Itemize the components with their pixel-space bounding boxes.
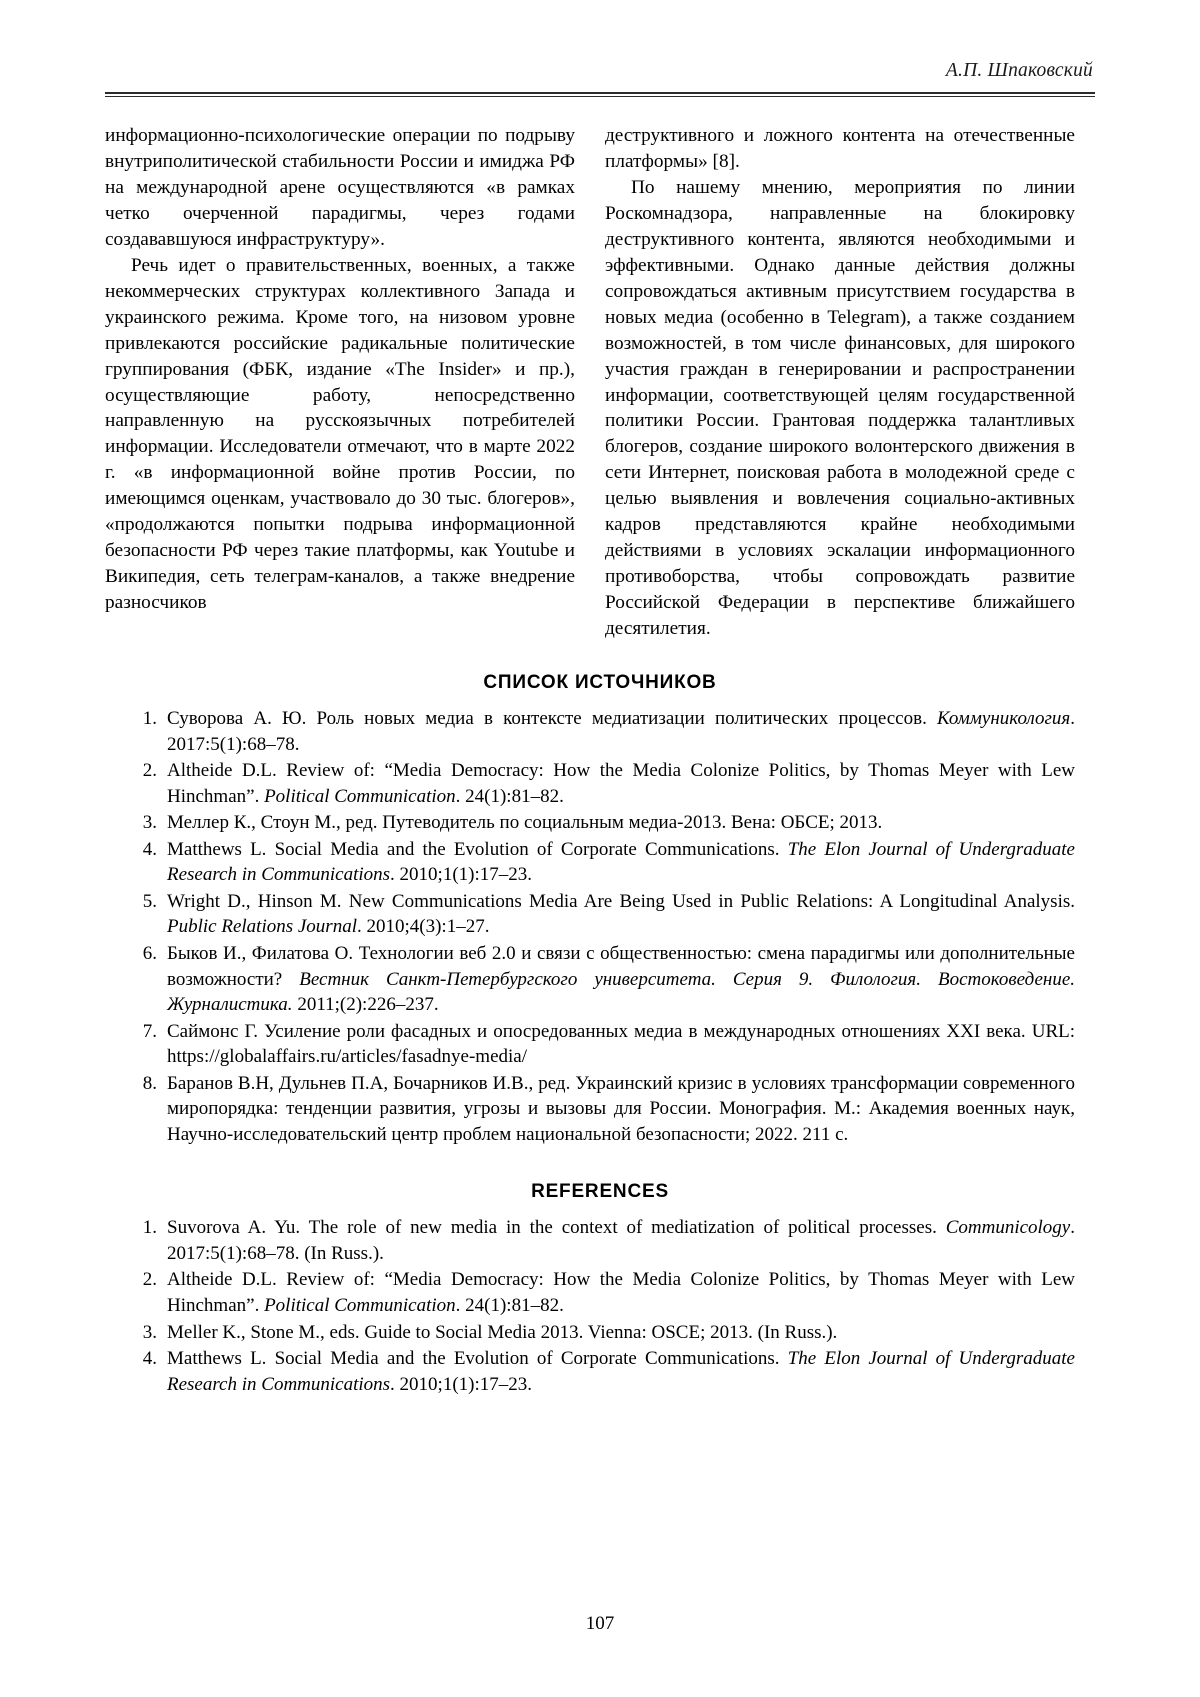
- body-columns: [105, 123, 1095, 642]
- bibliography-item: [127, 889, 1075, 940]
- bibliography-item-italic-text: Communicology: [945, 1217, 1071, 1239]
- bibliography-item-text: Суворова А. Ю. Роль новых медиа в контексте медиатизации политических процессов.: [167, 708, 938, 730]
- header-rule-bottom: [105, 96, 1095, 97]
- paragraph: По нашему мнению, мероприятия по линии Роскомнадзора, направленные на блокировку деструктивного контента, являются необходимыми и эффективными. Однако данные действия должны сопровождаться активным присутствием государства в новых медиа (особенно в Telegram), а также созданием возможностей, в том числе финансовых, для широкого участия граждан в генерировании и распространении информации, соответствующей целям государственной политики России. Грантовая поддержка талантливых блогеров, создание широкого волонтерского движения в сети Интернет, поисковая работа в молодежной среде с целью выявления и вовлечения социально-активных кадров представляются крайне необходимыми действиями в условиях эскалации информационного противоборства, чтобы сопровождать развитие Российской Федерации в перспективе ближайшего десятилетия.: [605, 176, 1075, 640]
- bibliography-item-number: 4.: [142, 1348, 157, 1370]
- bibliography-item-text: Быков И., Филатова О. Технологии веб 2.0 и связи с общественностью: смена парадигмы или дополнительные возможности?: [167, 942, 1075, 990]
- references-list: [127, 1215, 1075, 1397]
- bibliography-item-italic-text: Political Communication: [264, 785, 456, 807]
- bibliography-item-number: 1.: [142, 1217, 157, 1239]
- bibliography-item-italic-text: Public Relations Journal: [167, 916, 357, 938]
- bibliography-item-italic-text: Political Communication: [264, 1295, 456, 1316]
- bibliography-item: [127, 1019, 1075, 1070]
- header-rule-top: [105, 92, 1095, 94]
- sources-heading: СПИСОК ИСТОЧНИКОВ: [483, 672, 717, 694]
- bibliography-item-number: 3.: [142, 812, 157, 834]
- references-heading: REFERENCES: [531, 1181, 669, 1203]
- bibliography-item-number: 6.: [142, 942, 157, 964]
- right-column: [605, 123, 1075, 642]
- bibliography-item-italic-text: Вестник Санкт-Петербургского университета. Серия 9. Филология. Востоковедение. Журналистика.: [167, 968, 1075, 1016]
- bibliography-item: [127, 1071, 1075, 1148]
- bibliography-item: [127, 758, 1075, 809]
- bibliography-item-text: . 2017:5(1):68–78. (In Russ.).: [167, 1217, 1075, 1264]
- bibliography-item-text: Wright D., Hinson M. New Communications Media Are Being Used in Public Relations: A Longitudinal Analysis.: [167, 890, 1075, 912]
- bibliography-item-text: . 24(1):81–82.: [455, 1295, 564, 1316]
- bibliography-item-text: Саймонс Г. Усиление роли фасадных и опосредованных медиа в международных отношениях XXI века. URL: https://globalaffairs.ru/articles/fasadnye-media/: [167, 1020, 1075, 1068]
- bibliography-item-number: 2.: [142, 760, 157, 782]
- bibliography-item-text: . 2010;1(1):17–23.: [390, 1373, 533, 1395]
- bibliography-item-italic-text: The Elon Journal of Undergraduate Research in Communications: [167, 838, 1075, 886]
- sources-list: [127, 706, 1075, 1147]
- paragraph: деструктивного и ложного контента на отечественные платформы» [8].: [605, 125, 1075, 172]
- bibliography-item-number: 5.: [142, 890, 157, 912]
- bibliography-item: [127, 1215, 1075, 1266]
- bibliography-item: [127, 837, 1075, 888]
- running-head: А.П. Шпаковский: [945, 60, 1093, 81]
- bibliography-item: [127, 941, 1075, 1018]
- bibliography-item: [127, 810, 1075, 836]
- bibliography-item-italic-text: The Elon Journal of Undergraduate Research in Communications: [167, 1348, 1075, 1395]
- bibliography-item-text: Matthews L. Social Media and the Evolution of Corporate Communications.: [167, 1348, 788, 1370]
- bibliography-item-text: Matthews L. Social Media and the Evolution of Corporate Communications.: [167, 838, 788, 860]
- bibliography-item-text: Баранов В.Н, Дульнев П.А, Бочарников И.В., ред. Украинский кризис в условиях трансформации современного миропорядка: тенденции развития, угрозы и вызовы для России. Монография. М.: Академия военных наук, Научно-исследовательский центр проблем национальной безопасности; 2022. 211 с.: [167, 1072, 1075, 1145]
- bibliography-item: [127, 706, 1075, 757]
- bibliography-item-text: Altheide D.L. Review of: “Media Democracy: How the Media Colonize Politics, by Thomas Meyer with Lew Hinchman”.: [167, 760, 1075, 807]
- bibliography-item-text: Suvorova A. Yu. The role of new media in the context of mediatization of political processes.: [167, 1217, 946, 1239]
- paragraph: информационно-психологические операции по подрыву внутриполитической стабильности России и имиджа РФ на международной арене осуществляются «в рамках четко очерченной парадигмы, через годами создававшуюся инфраструктуру».: [105, 125, 575, 250]
- left-column: [105, 123, 575, 642]
- bibliography-item-text: Altheide D.L. Review of: “Media Democracy: How the Media Colonize Politics, by Thomas Meyer with Lew Hinchman”.: [167, 1269, 1075, 1316]
- page-number: 107: [585, 1613, 615, 1634]
- bibliography-item: [127, 1346, 1075, 1397]
- bibliography-item-text: . 2010;1(1):17–23.: [390, 864, 533, 886]
- paragraph: Речь идет о правительственных, военных, а также некоммерческих структурах коллективного Запада и украинского режима. Кроме того, на низовом уровне привлекаются российские радикальные политические группирования (ФБК, издание «The Insider» и пр.), осуществляющие работу, непосредственно направленную на русскоязычных потребителей информации. Исследователи отмечают, что в марте 2022 г. «в информационной войне против России, по имеющимся оценкам, участвовало до 30 тыс. блогеров», «продолжаются попытки подрыва информационной безопасности РФ через такие платформы, как Youtube и Википедия, сеть телеграм-каналов, а также внедрение разносчиков: [105, 254, 575, 614]
- references-list-wrapper: [105, 1215, 1095, 1397]
- bibliography-item-italic-text: Коммуникология: [937, 708, 1071, 730]
- sources-list-wrapper: [105, 706, 1095, 1147]
- bibliography-item-number: 1.: [142, 708, 157, 730]
- bibliography-item-number: 3.: [142, 1321, 157, 1343]
- bibliography-item-number: 7.: [142, 1020, 157, 1042]
- bibliography-item: [127, 1320, 1075, 1346]
- bibliography-item-text: . 2017:5(1):68–78.: [167, 708, 1075, 755]
- bibliography-item-text: . 2010;4(3):1–27.: [356, 916, 490, 938]
- bibliography-item-text: 2011;(2):226–237.: [292, 994, 439, 1016]
- bibliography-item-number: 2.: [142, 1269, 157, 1291]
- bibliography-item-number: 4.: [142, 838, 157, 860]
- bibliography-item-text: Меллер К., Стоун М., ред. Путеводитель по социальным медиа-2013. Вена: ОБСЕ; 2013.: [167, 812, 883, 834]
- bibliography-item-text: . 24(1):81–82.: [455, 785, 564, 807]
- bibliography-item-number: 8.: [142, 1072, 157, 1094]
- bibliography-item-text: Meller K., Stone M., eds. Guide to Social Media 2013. Vienna: OSCE; 2013. (In Russ.).: [167, 1321, 838, 1343]
- bibliography-item: [127, 1267, 1075, 1318]
